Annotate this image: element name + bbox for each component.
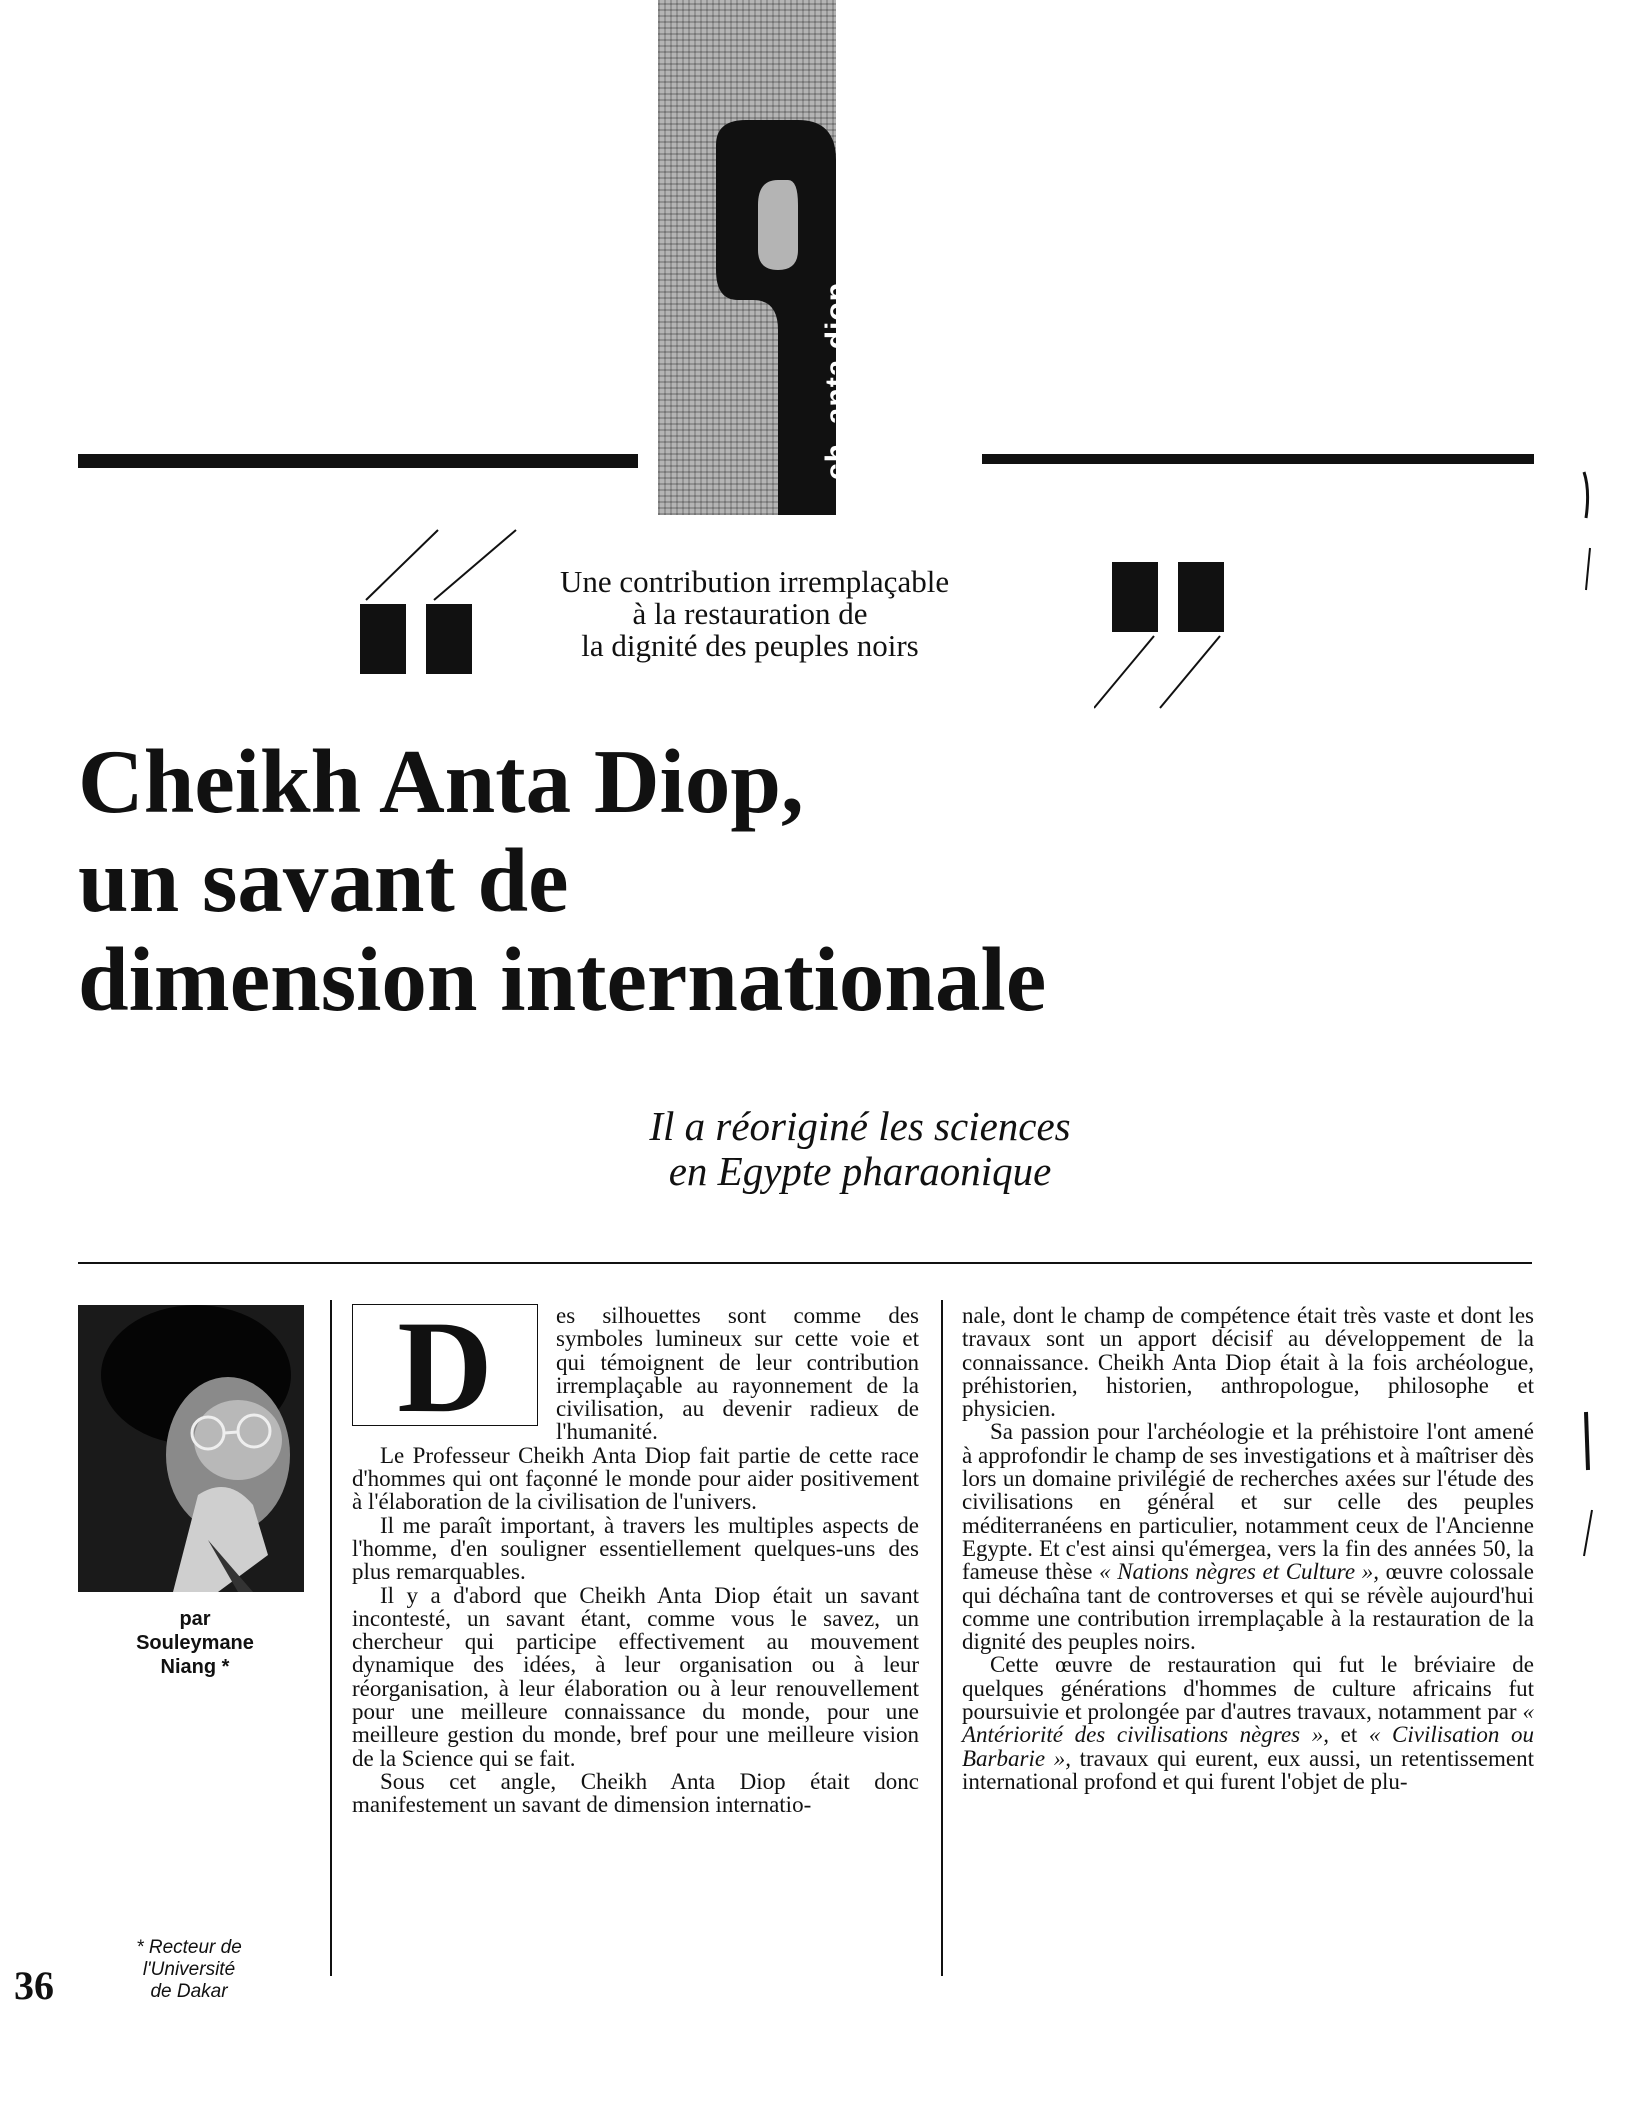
header-rule-left [78,454,638,468]
author-photo [78,1305,304,1592]
book-title: « Antériorité des civilisations nègres », [962,1699,1534,1748]
author-portrait-image [78,1305,304,1592]
banner-graphic [658,0,836,515]
headline-line: dimension internationale [78,929,1047,1030]
pull-quote [560,564,950,663]
author-first-name: Souleymane [136,1632,254,1654]
section-banner [658,0,836,515]
column-divider-middle [941,1300,943,1976]
text-run: Cette œuvre de restauration qui fut le bréviaire de quelques générations d'hommes de culture africains fut poursuivie et prolongée par d'autres travaux, notamment par [962,1652,1534,1725]
text-run: et [1329,1722,1369,1748]
body-top-rule [78,1262,1532,1264]
header-rule-right [982,454,1534,464]
subtitle-line: en Egypte pharaonique [668,1148,1052,1194]
subtitle-line: Il a réoriginé les sciences [649,1103,1071,1149]
paragraph: nale, dont le champ de compétence était très vaste et dont les travaux sont un apport décisif au développement de la connaissance. Cheikh Anta Diop était à la fois archéologue, préhistorien, historien, anthropologue, philosophe et physicien. [962,1303,1534,1422]
footnote-line: l'Université [142,1959,236,1980]
close-quote-icon [1094,562,1264,712]
byline-prefix: par [179,1608,211,1630]
paragraph: Le Professeur Cheikh Anta Diop fait partie de cette race d'hommes qui ont façonné le monde pour aider positivement à l'élaboration de la civilisation de l'univers. [352,1442,919,1515]
paragraph: Il me paraît important, à travers les multiples aspects de l'homme, d'en souligner essentiellement quelques-uns des plus remarquables. [352,1512,919,1585]
open-quote-icon [356,528,526,678]
text-run: travaux qui eurent, eux aussi, un retentissement international profond et qui furent l'objet de plu- [962,1745,1534,1794]
footnote-line: * Recteur de [136,1937,242,1958]
section-label: ch. anta diop [820,281,853,480]
headline-line: un savant de [78,830,569,931]
paragraph: Sous cet angle, Cheikh Anta Diop était donc manifestement un savant de dimension internatio- [352,1768,919,1818]
article-column-1 [352,1293,919,1818]
article-column-2 [962,1304,1534,1793]
headline-line: Cheikh Anta Diop, [78,731,804,832]
column-divider-left [330,1300,332,1976]
pull-quote-line: la dignité des peuples noirs [581,628,919,663]
pull-quote-line: Une contribution irremplaçable [560,564,950,599]
page-number: 36 [14,1963,54,2008]
author-last-name: Niang * [160,1656,230,1678]
article-subtitle [580,1104,1140,1194]
margin-mark [1578,470,1598,600]
book-title: « Nations nègres et Culture », [1099,1559,1379,1585]
text-run: œuvre colossale qui déchaîna tant de controverses et qui se révèle aujourd'hui comme une contribution irremplaçable à la restauration de la dignité des peuples noirs. [962,1559,1534,1655]
byline [80,1607,310,1679]
pull-quote-line: à la restauration de [632,596,868,631]
book-title: « Civilisation ou Barbarie », [962,1722,1535,1771]
margin-mark [1578,1410,1598,1560]
paragraph [962,1653,1534,1793]
article-headline [78,732,1278,1029]
author-footnote [104,1937,274,2003]
drop-cap: D [352,1304,538,1426]
paragraph [962,1420,1534,1653]
paragraph: Il y a d'abord que Cheikh Anta Diop était un savant incontesté, un savant étant, comme vous le savez, un chercheur qui participe effectivement au mouvement dynamique des idées, à leur organisation ou à leur réorganisation, à leur élaboration ou à leur renouvellement pour une meilleure connaissance du monde, pour une meilleure gestion du monde, bref pour une meilleure vision de la Science qui se fait. [352,1582,919,1771]
footnote-line: de Dakar [150,1981,228,2002]
paragraph: es silhouettes sont comme des symboles lumineux sur cette voie et qui témoignent de leur contribution irremplaçable au rayonnement de la civilisation, au devenir radieux de l'humanité. [556,1303,919,1445]
text-run: Sa passion pour l'archéologie et la préhistoire l'ont amené à approfondir le champ de ses investigations et à maîtriser dès lors un domaine privilégié de recherches axées sur l'étude des civilisations en général et sur celle des peuples méditerranéens en particulier, notamment ceux de l'Ancienne Egypte. Et c'est ainsi qu'émergea, vers la fin des années 50, la fameuse thèse [962,1419,1534,1585]
